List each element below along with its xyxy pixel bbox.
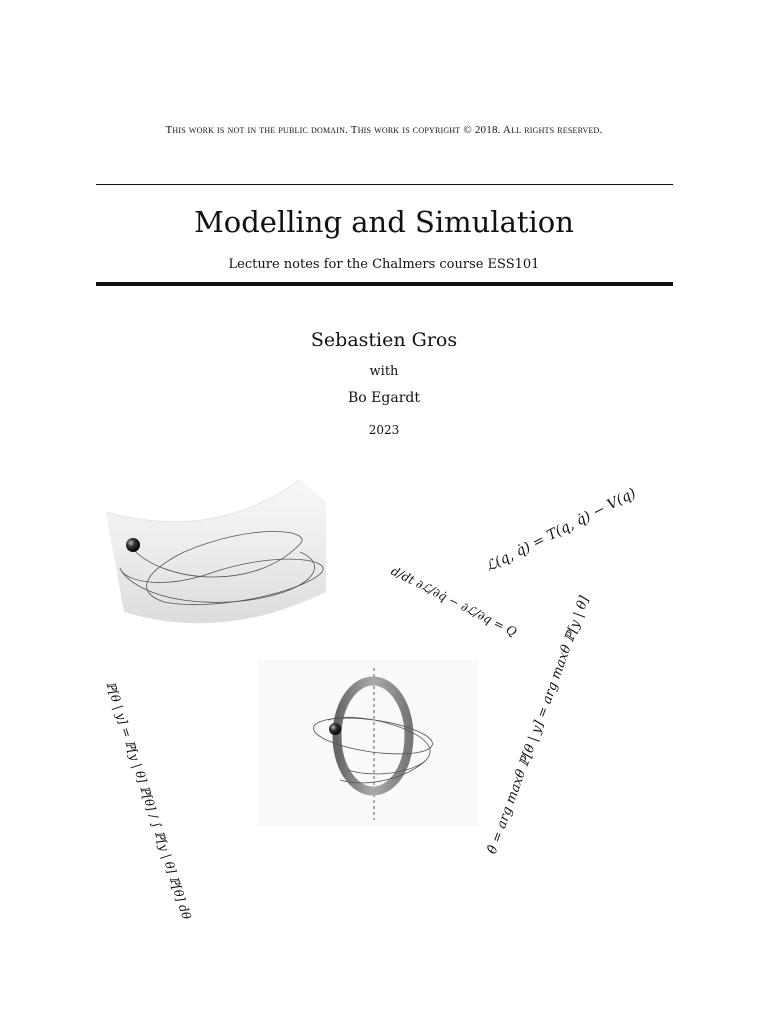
document-title: Modelling and Simulation [194, 205, 574, 239]
author-name: Sebastien Gros [310, 329, 458, 351]
coauthor-name: Bo Egardt [348, 390, 420, 406]
document-subtitle: Lecture notes for the Chalmers course ESS101 [228, 257, 540, 272]
copyright-notice: This work is not in the public domain. This work is copyright © 2018. All rights reserved. [165, 124, 603, 136]
lagrangian-equation: ℒ(q, q̇) = T(q, q̇) − V(q) [483, 485, 639, 576]
bowl-trajectory-illustration [104, 472, 330, 628]
publication-year: 2023 [368, 423, 400, 437]
with-label: with [369, 364, 399, 379]
ball-icon [126, 538, 140, 552]
ring-trajectory-illustration [258, 660, 478, 826]
bayes-equation: ℙ[θ | y] = ℙ[y | θ] ℙ[θ] / ∫ ℙ[y | θ] ℙ[θ] dθ [103, 679, 194, 922]
euler-lagrange-equation: d/dt ∂ℒ/∂q̇ − ∂ℒ/∂q = Q [388, 563, 519, 640]
top-rule [96, 184, 673, 185]
bottom-rule [96, 282, 673, 286]
argmax-equation: θ̂ = arg maxθ ℙ[θ | y] = arg maxθ ℙ[y | θ] [484, 594, 593, 857]
ball-icon [329, 723, 341, 735]
